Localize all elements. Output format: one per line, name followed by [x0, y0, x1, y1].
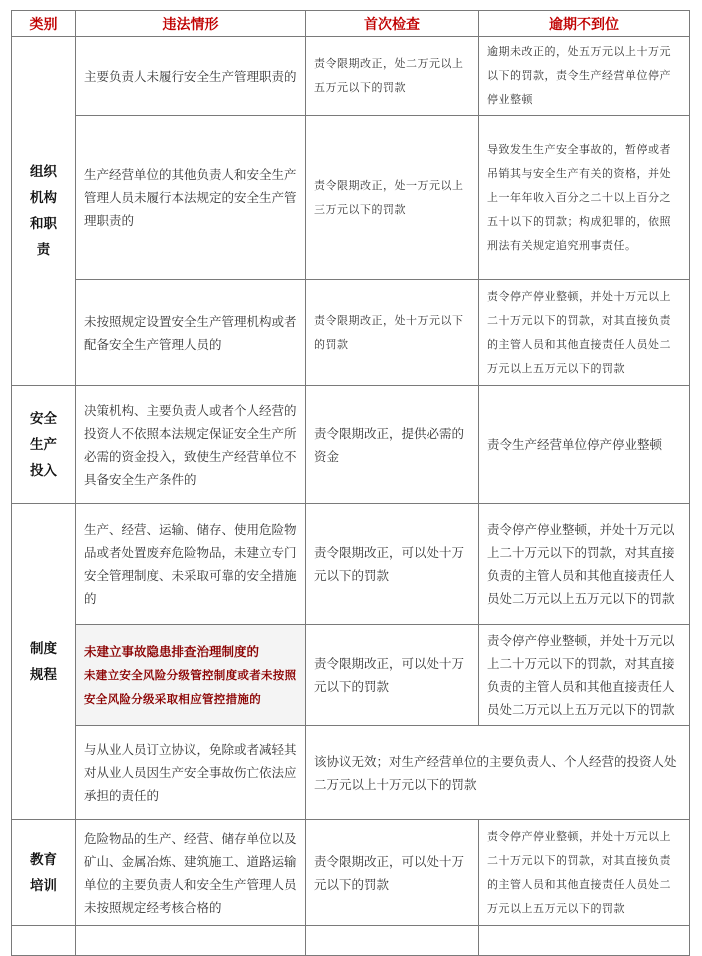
header-overdue: 逾期不到位 [479, 11, 690, 37]
violation-cell [76, 625, 306, 726]
category-label: 组织机构和职责 [30, 164, 57, 258]
table-row [12, 820, 690, 926]
overdue-cell: 责令停产停业整顿，并处十万元以上二十万元以下的罚款，对其直接负责的主管人员和其他直接责任人员处二万元以上五万元以下的罚款 [479, 820, 690, 926]
category-label: 教育培训 [30, 851, 57, 894]
first-check-cell: 责令限期改正，处一万元以上三万元以下的罚款 [306, 116, 479, 280]
category-label: 安全生产投入 [30, 410, 57, 479]
first-check-cell: 责令限期改正，处二万元以上五万元以下的罚款 [306, 37, 479, 116]
overdue-cell: 责令停产停业整顿，并处十万元以上二十万元以下的罚款，对其直接负责的主管人员和其他直接责任人员处二万元以上五万元以下的罚款 [479, 625, 690, 726]
overdue-cell: 责令生产经营单位停产停业整顿 [479, 386, 690, 504]
combined-penalty-cell: 该协议无效；对生产经营单位的主要负责人、个人经营的投资人处二万元以上十万元以下的罚款 [306, 726, 690, 820]
empty-cell [306, 926, 479, 956]
overdue-cell: 责令停产停业整顿，并处十万元以上二十万元以下的罚款，对其直接负责的主管人员和其他直接责任人员处二万元以上五万元以下的罚款 [479, 280, 690, 386]
table-row [12, 280, 690, 386]
empty-cell [479, 926, 690, 956]
category-cell [12, 820, 76, 926]
empty-cell [76, 926, 306, 956]
first-check-cell: 责令限期改正，可以处十万元以下的罚款 [306, 625, 479, 726]
table-row [12, 386, 690, 504]
violation-line-primary: 未建立事故隐患排查治理制度的 [84, 643, 260, 659]
header-first-check: 首次检查 [306, 11, 479, 37]
first-check-cell: 责令限期改正，可以处十万元以下的罚款 [306, 820, 479, 926]
category-cell [12, 37, 76, 386]
table-row [12, 504, 690, 625]
violation-line-secondary: 未建立安全风险分级管控制度或者未按照安全风险分级采取相应管控措施的 [84, 667, 297, 706]
category-label: 制度规程 [30, 640, 57, 683]
header-row [12, 11, 690, 37]
header-violation: 违法情形 [76, 11, 306, 37]
overdue-cell: 导致发生生产安全事故的，暂停或者吊销其与安全生产有关的资格，并处上一年年收入百分之二十以上百分之五十以下的罚款；构成犯罪的，依照刑法有关规定追究刑事责任。 [479, 116, 690, 280]
table-row [12, 37, 690, 116]
empty-cell [12, 926, 76, 956]
category-cell [12, 386, 76, 504]
violation-cell: 主要负责人未履行安全生产管理职责的 [76, 37, 306, 116]
violation-cell: 未按照规定设置安全生产管理机构或者配备安全生产管理人员的 [76, 280, 306, 386]
category-cell [12, 504, 76, 820]
penalty-table [11, 10, 690, 956]
violation-cell: 危险物品的生产、经营、储存单位以及矿山、金属冶炼、建筑施工、道路运输单位的主要负责人和安全生产管理人员未按照规定经考核合格的 [76, 820, 306, 926]
violation-cell: 与从业人员订立协议，免除或者减轻其对从业人员因生产安全事故伤亡依法应承担的责任的 [76, 726, 306, 820]
violation-cell: 生产、经营、运输、储存、使用危险物品或者处置废弃危险物品，未建立专门安全管理制度、未采取可靠的安全措施的 [76, 504, 306, 625]
first-check-cell: 责令限期改正，可以处十万元以下的罚款 [306, 504, 479, 625]
first-check-cell: 责令限期改正，提供必需的资金 [306, 386, 479, 504]
overdue-cell: 责令停产停业整顿，并处十万元以上二十万元以下的罚款，对其直接负责的主管人员和其他直接责任人员处二万元以上五万元以下的罚款 [479, 504, 690, 625]
header-category: 类别 [12, 11, 76, 37]
table-row [12, 926, 690, 956]
table-row [12, 116, 690, 280]
violation-cell: 生产经营单位的其他负责人和安全生产管理人员未履行本法规定的安全生产管理职责的 [76, 116, 306, 280]
overdue-cell: 逾期未改正的，处五万元以上十万元以下的罚款，责令生产经营单位停产停业整顿 [479, 37, 690, 116]
table-row [12, 625, 690, 726]
table-row [12, 726, 690, 820]
first-check-cell: 责令限期改正，处十万元以下的罚款 [306, 280, 479, 386]
violation-cell: 决策机构、主要负责人或者个人经营的投资人不依照本法规定保证安全生产所必需的资金投入，致使生产经营单位不具备安全生产条件的 [76, 386, 306, 504]
